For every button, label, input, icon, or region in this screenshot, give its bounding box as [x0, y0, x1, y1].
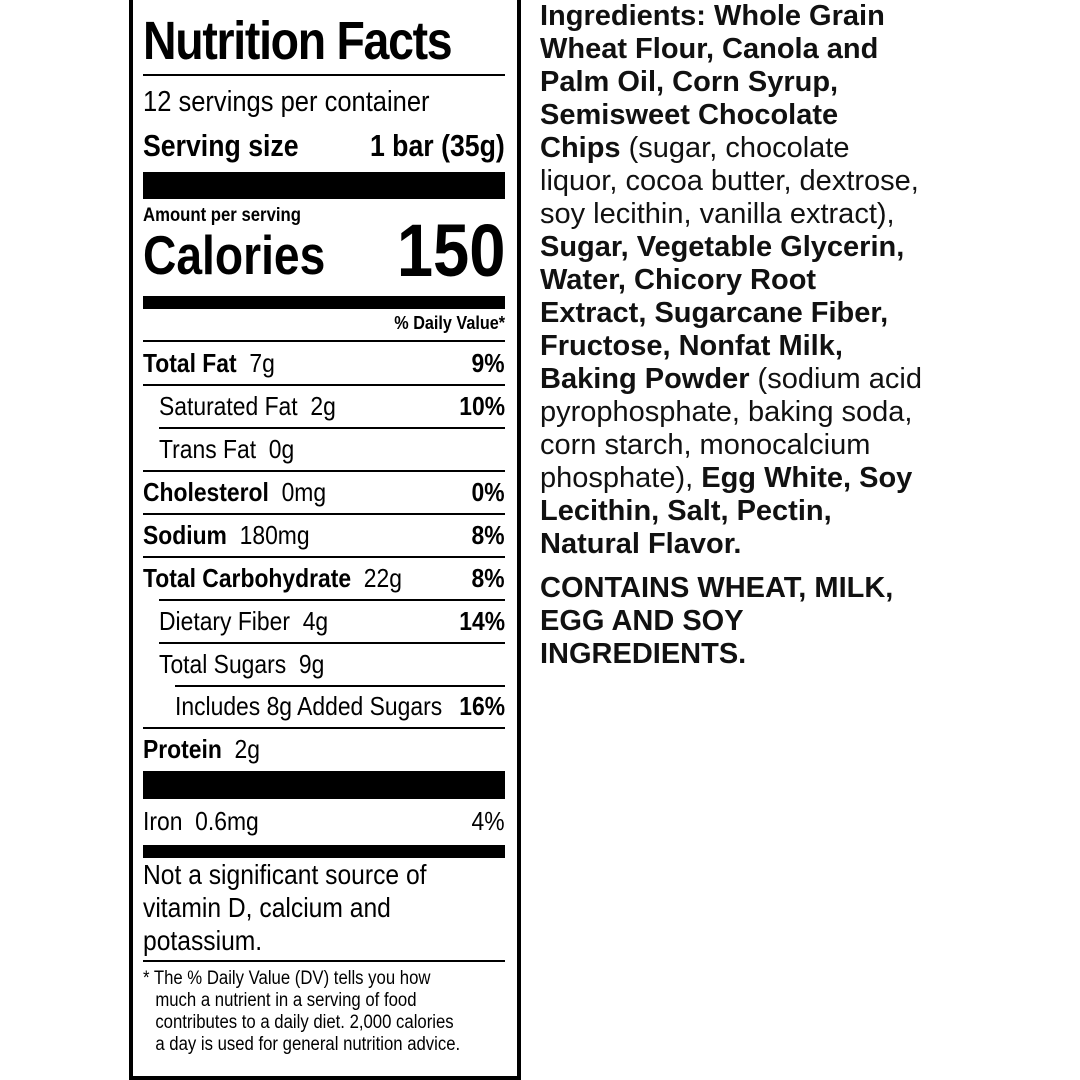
- ingredients-line: [540, 198, 970, 231]
- calories-label: Calories: [143, 224, 326, 286]
- divider: [143, 340, 505, 342]
- ingredients-line: [540, 99, 970, 132]
- nutrient-daily-value: 9%: [471, 348, 505, 378]
- nutrient-label: Saturated Fat: [159, 391, 298, 421]
- nutrient-label: Total Carbohydrate: [143, 563, 352, 593]
- footnote-line: contributes to a daily diet. 2,000 calories: [155, 1012, 454, 1033]
- ingredients-line: [540, 462, 970, 495]
- nutrient-amount: 2g: [234, 734, 260, 764]
- nutrition-facts-content: [143, 0, 505, 1080]
- nutrient-label: Iron: [143, 806, 183, 836]
- allergen-line: INGREDIENTS.: [540, 638, 747, 670]
- ingredient-bold-text: Ingredients: Whole Grain: [540, 0, 885, 32]
- ingredient-bold-text: Chips: [540, 132, 621, 164]
- nutrient-label: Total Sugars: [159, 649, 287, 679]
- allergen-line: CONTAINS WHEAT, MILK,: [540, 572, 894, 604]
- ingredient-bold-text: Baking Powder: [540, 363, 750, 395]
- ingredient-bold-text: Palm Oil, Corn Syrup,: [540, 66, 839, 98]
- nutrient-amount: 2g: [310, 391, 336, 421]
- ingredients-line: [540, 330, 970, 363]
- amount-per-serving: Amount per serving: [143, 205, 301, 226]
- ingredient-detail-text: pyrophosphate, baking soda,: [540, 396, 913, 428]
- divider: [143, 470, 505, 472]
- nutrition-facts-panel: [129, 0, 521, 1080]
- nutrient-daily-value: 14%: [459, 606, 505, 636]
- ingredient-detail-text: corn starch, monocalcium: [540, 429, 871, 461]
- nutrient-amount: 0g: [268, 434, 295, 464]
- divider: [159, 427, 505, 429]
- ingredients-line: [540, 66, 970, 99]
- nutrient-amount: 4g: [302, 606, 329, 636]
- nutrient-daily-value: 10%: [459, 391, 505, 421]
- medium-divider: [143, 296, 505, 309]
- thick-divider: [143, 771, 505, 799]
- ingredient-detail-text: phosphate),: [540, 462, 702, 494]
- ingredient-bold-text: Wheat Flour, Canola and: [540, 33, 879, 65]
- serving-size-value: 1 bar (35g): [370, 128, 505, 163]
- ingredient-bold-text: Sugar, Vegetable Glycerin,: [540, 231, 905, 263]
- ingredient-detail-text: liquor, cocoa butter, dextrose,: [540, 165, 919, 197]
- nutrient-label: Includes 8g Added Sugars: [175, 691, 443, 721]
- nutrition-facts-title: Nutrition Facts: [143, 11, 452, 71]
- nutrient-amount: 0.6mg: [195, 806, 259, 836]
- daily-value-footnote: [143, 968, 495, 1056]
- ingredient-bold-text: Fructose, Nonfat Milk,: [540, 330, 843, 362]
- nutrient-daily-value: 8%: [471, 520, 505, 550]
- ingredient-detail-text: (sodium acid: [749, 363, 922, 395]
- ingredients-line: [540, 264, 970, 297]
- serving-size-label: Serving size: [143, 128, 299, 163]
- servings-per-container: 12 servings per container: [143, 86, 430, 118]
- daily-value-header: % Daily Value*: [394, 313, 505, 333]
- ingredient-bold-text: Egg White, Soy: [701, 462, 913, 494]
- nutrient-amount: 7g: [249, 348, 275, 378]
- nutrient-daily-value: 0%: [471, 477, 505, 507]
- ingredient-detail-text: (sugar, chocolate: [620, 132, 850, 164]
- divider: [143, 74, 505, 76]
- nutrient-daily-value: 4%: [471, 806, 505, 836]
- ingredients-line: [540, 165, 970, 198]
- ingredient-bold-text: Water, Chicory Root: [540, 264, 817, 296]
- nutrient-label: Sodium: [143, 520, 227, 550]
- nutrient-label: Trans Fat: [159, 434, 257, 464]
- ingredient-bold-text: Semisweet Chocolate: [540, 99, 839, 131]
- divider: [143, 556, 505, 558]
- allergen-line: EGG AND SOY: [540, 605, 744, 637]
- nutrient-daily-value: 16%: [459, 691, 505, 721]
- nutrient-label: Protein: [143, 734, 222, 764]
- nutrient-daily-value: 8%: [471, 563, 505, 593]
- divider: [159, 642, 505, 644]
- nutrient-amount: 9g: [298, 649, 325, 679]
- divider: [159, 599, 505, 601]
- medium-divider: [143, 845, 505, 858]
- nutrient-label: Cholesterol: [143, 477, 269, 507]
- not-significant-note: Not a significant source of vitamin D, calcium and potassium.: [143, 859, 427, 956]
- ingredients-line: [540, 429, 970, 462]
- nutrient-amount: 22g: [363, 563, 402, 593]
- ingredients-block: [540, 0, 970, 671]
- divider: [143, 727, 505, 729]
- ingredients-line: [540, 0, 970, 33]
- ingredients-line: [540, 132, 970, 165]
- nutrient-amount: 0mg: [281, 477, 327, 507]
- divider: [143, 384, 505, 386]
- divider: [143, 513, 505, 515]
- nutrient-label: Total Fat: [143, 348, 237, 378]
- ingredients-line: [540, 297, 970, 330]
- footnote-line: a day is used for general nutrition advice.: [155, 1034, 461, 1055]
- thick-divider: [143, 172, 505, 199]
- ingredients-line: [540, 363, 970, 396]
- footnote-line: * The % Daily Value (DV) tells you how: [143, 968, 431, 989]
- nutrient-row-iron: [143, 808, 505, 848]
- footnote-line: much a nutrient in a serving of food: [155, 990, 417, 1011]
- calories-value: 150: [396, 209, 505, 292]
- nutrient-label: Dietary Fiber: [159, 606, 290, 636]
- ingredients-line: [540, 495, 970, 528]
- ingredient-bold-text: Lecithin, Salt, Pectin,: [540, 495, 832, 527]
- nutrient-row-protein: [143, 736, 505, 776]
- ingredients-line: [540, 231, 970, 264]
- ingredients-list: [540, 0, 970, 561]
- ingredient-bold-text: Natural Flavor.: [540, 528, 742, 560]
- ingredient-bold-text: Extract, Sugarcane Fiber,: [540, 297, 889, 329]
- ingredients-line: [540, 33, 970, 66]
- ingredient-detail-text: soy lecithin, vanilla extract),: [540, 198, 895, 230]
- divider: [143, 960, 505, 962]
- ingredients-line: [540, 396, 970, 429]
- ingredients-line: [540, 528, 970, 561]
- allergen-statement: [540, 572, 970, 671]
- nutrient-amount: 180mg: [239, 520, 310, 550]
- divider: [175, 685, 505, 687]
